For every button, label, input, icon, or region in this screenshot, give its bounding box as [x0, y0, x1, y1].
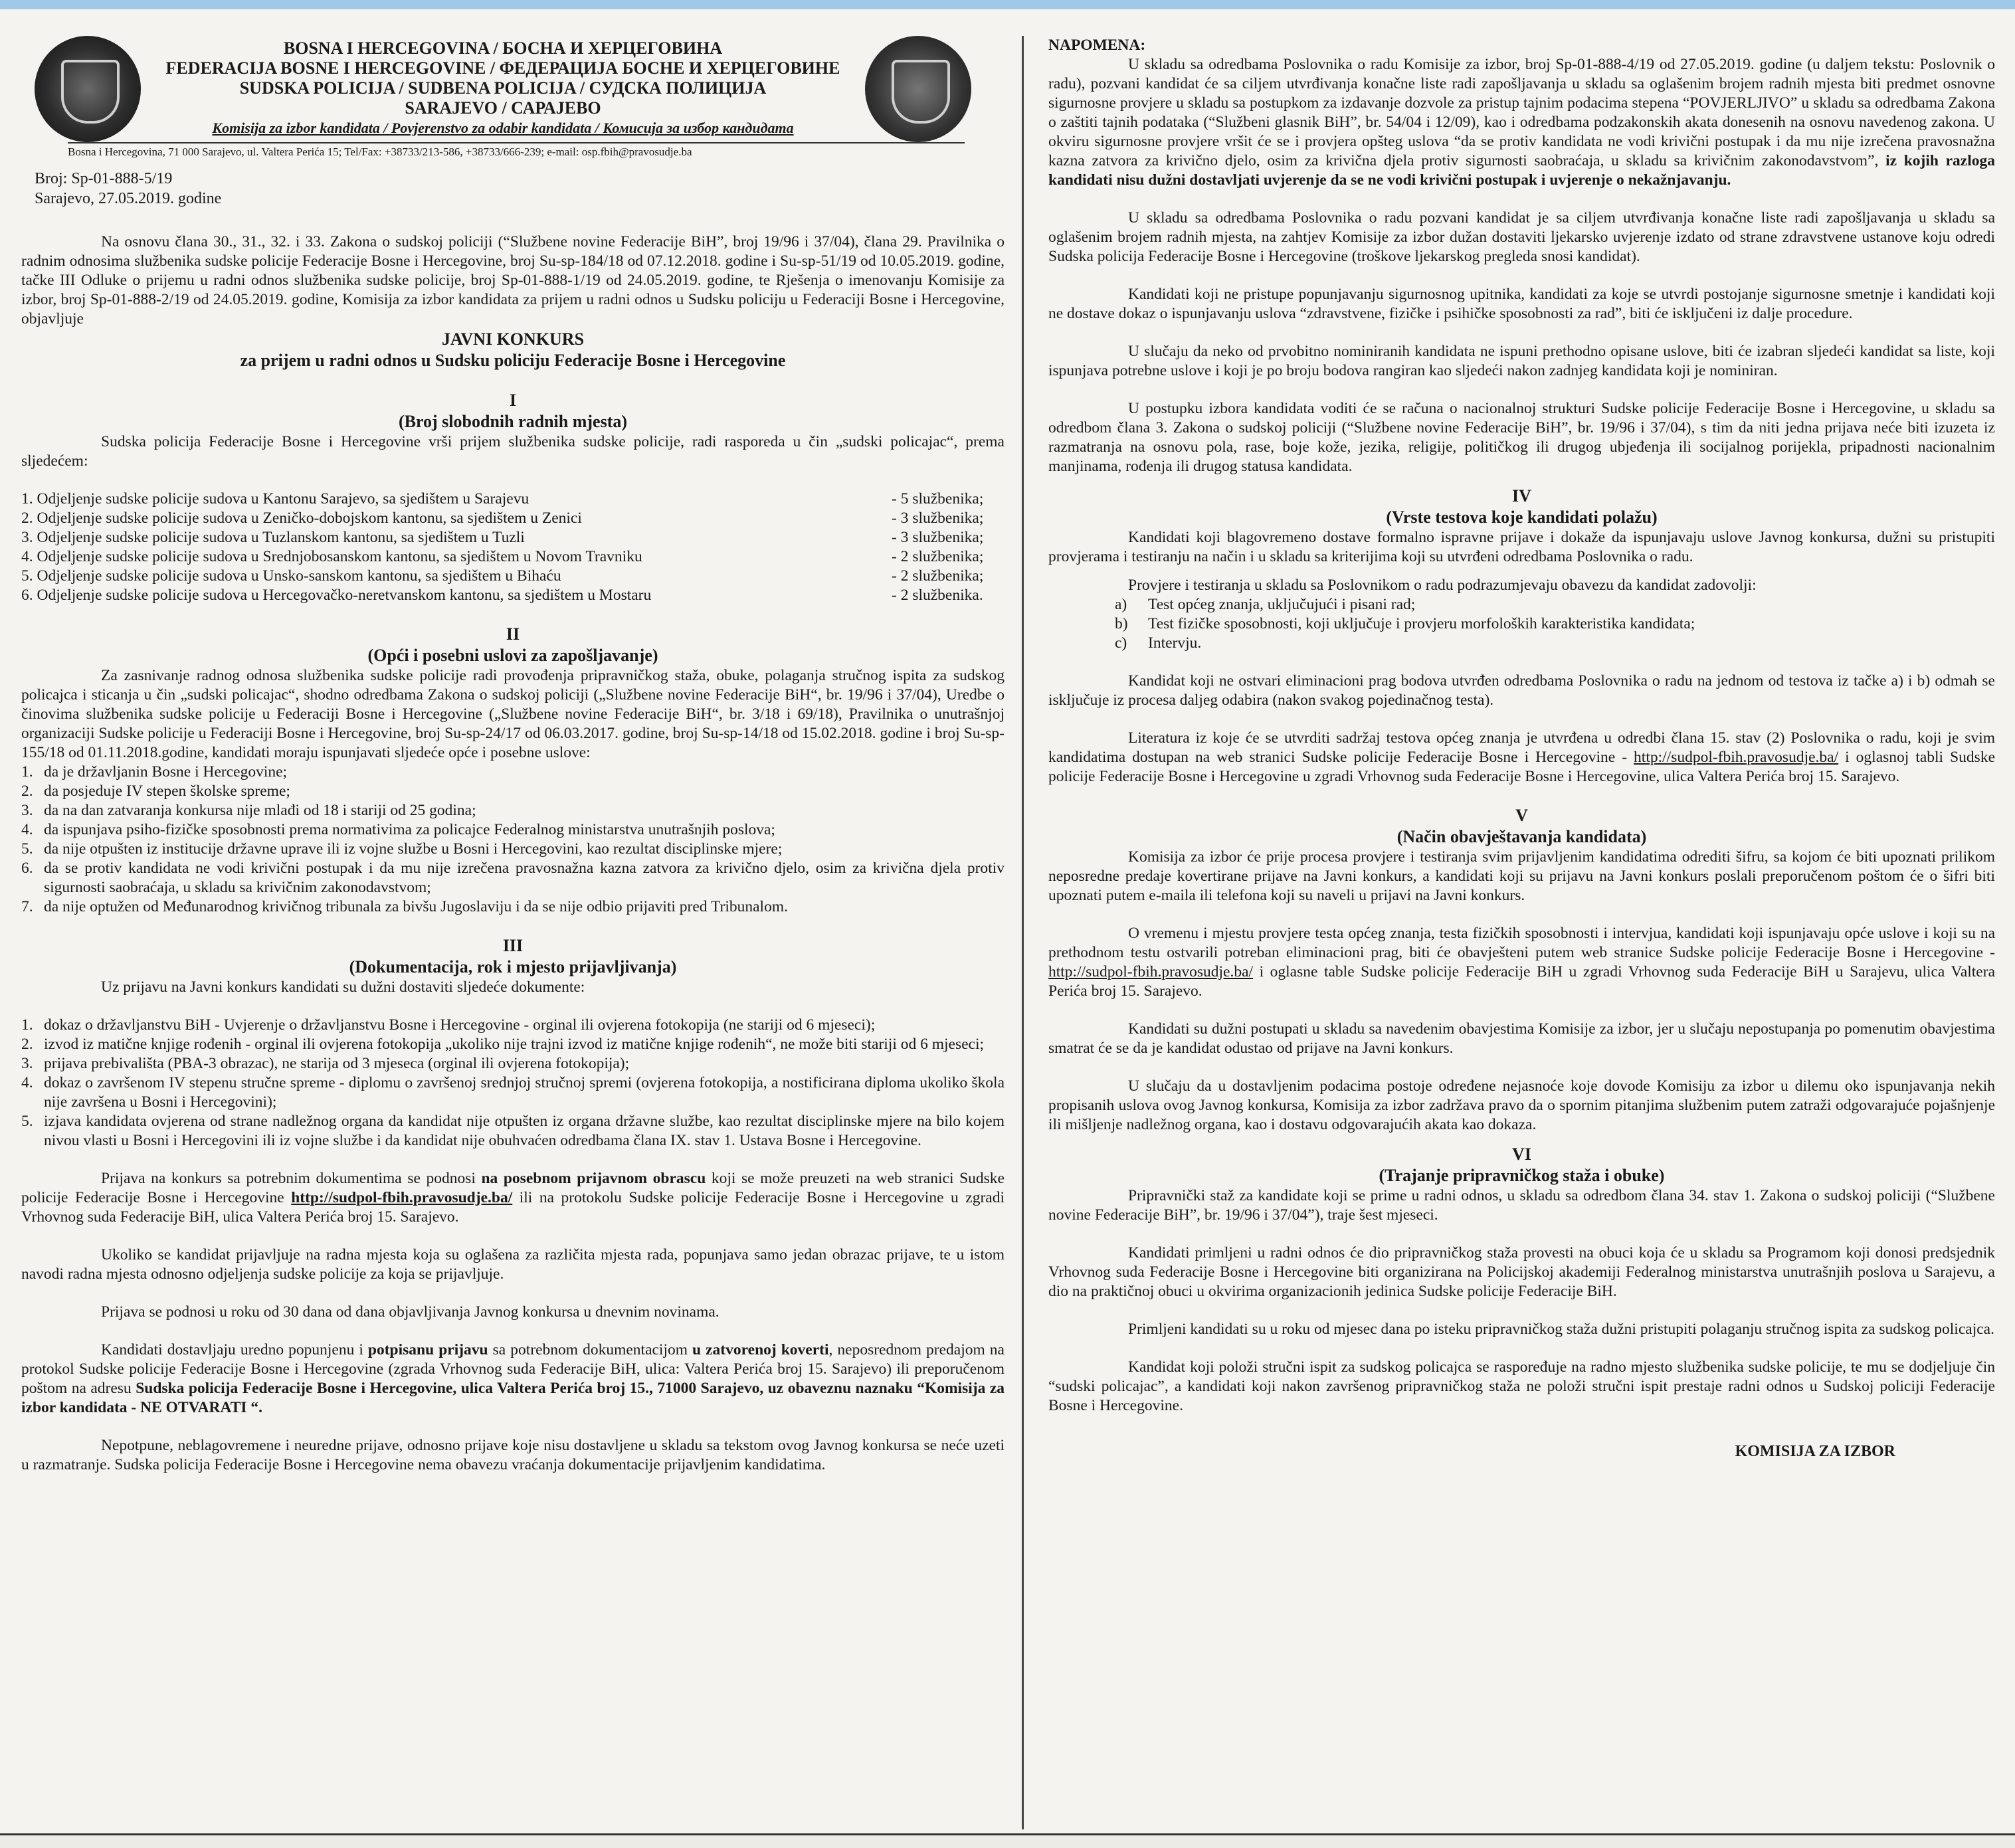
incomplete-applications-paragraph: Nepotpune, neblagovremene i neuredne prijave, odnosno prijave koje nisu dostavljene u skladu sa tekstom ovog Javnog konkursa se neće uzeti u razmatranje. Sudska policija Federacije Bosne i Hercegovine nema obavezu vraćanja dokumentacije prijavljenim kandidatima.: [21, 1437, 1005, 1473]
condition-item: 6. da se protiv kandidata ne vodi krivični postupak i da mu nije izrečena pravosnažna kazna zatvora za krivično djelo, osim za krivična djela protiv sigurnosti saobraćaja, u skladu sa krivičnim zakonodavstvom;: [21, 860, 1005, 896]
section-1-number: I: [509, 391, 517, 410]
note-label: NAPOMENA:: [1048, 37, 1146, 54]
section-5-text: Komisija za izbor će prije procesa provjere i testiranja svim prijavljenim kandidatima odrediti šifru, sa kojom će biti upoznati prilikom neposredne predaje kovertirane prijave na Javni konkurs, a kandidati koji su prijavu na Javni konkurs poslali preporučenom poštom će o šifri biti upoznati putem e-maila ili telefona koji su naveli u prijavi na Javni konkurs.: [1048, 848, 1995, 904]
right-body: [1048, 36, 1995, 1461]
department-item: 5. Odjeljenje sudske policije sudova u Unsko-sanskom kantonu, sa sjedištem u Bihaću - 2 službenika;: [21, 567, 984, 585]
section-5-title: (Način obavještavanja kandidata): [1396, 827, 1647, 846]
application-paragraph: Prijava na konkurs sa potrebnim dokumentima se podnosi na posebnom prijavnom obrascu koji se može preuzeti na web stranici Sudske policije Federacije Bosne i Hercegovine http://sudpol-fbih.pravosudje.ba/ ili na protokolu Sudske policije Federacije Bosne i Hercegovine u zgradi Vrhovnog suda Federacije BiH, ulica Valtera Perića broj 15. Sarajevo.: [21, 1170, 1005, 1226]
department-item: 3. Odjeljenje sudske policije sudova u Tuzlanskom kantonu, sa sjedištem u Tuzli - 3 službenika;: [21, 529, 984, 546]
main-subtitle: za prijem u radni odnos u Sudsku policiju Federacije Bosne i Hercegovine: [240, 351, 786, 370]
header-line5: Komisija za izbor kandidata / Povjerenstvo za odabir kandidata / Комисија за избор кандидата: [212, 120, 794, 136]
department-item: 6. Odjeljenje sudske policije sudova u Hercegovačko-neretvanskom kantonu, sa sjedištem u Mostaru - 2 službenika.: [21, 587, 983, 604]
section-3-text: Uz prijavu na Javni konkurs kandidati su dužni dostaviti sljedeće dokumente:: [101, 978, 585, 996]
document-date: Sarajevo, 27.05.2019. godine: [35, 190, 222, 207]
literature-web-link[interactable]: http://sudpol-fbih.pravosudje.ba/: [1634, 749, 1839, 766]
document-item: 1. dokaz o državljanstvu BiH - Uvjerenje o državljanstvu Bosne i Hercegovine - orginal ili ovjerena fotokopija (ne stariji od 6 mjeseci);: [21, 1016, 876, 1034]
questionnaire-paragraph: Kandidati koji ne pristupe popunjavanju sigurnosnog upitnika, kandidati za koje se utvrdi postojanje sigurnosne smetnje i kandidati koji ne dostave dokaz o ispunjavanju uslova “zdravstvene, fizičke i psihičke sposobnosti za rad”, biti će isključeni iz dalje procedure.: [1048, 286, 1995, 322]
test-item: b) Test fizičke sposobnosti, koji uključuje i provjeru morfoloških karakteristika kandidata;: [1115, 615, 1695, 632]
header-line3: SUDSKA POLICIJA / SUDBENA POLICIJA / СУДСКА ПОЛИЦИЈА: [239, 78, 767, 98]
nominated-paragraph: U slučaju da neko od prvobitno nominiranih kandidata ne ispuni prethodno opisane uslove, biti će izabran sljedeći kandidat sa liste, koji ispunjava potrebne uslove i koji je po broju bodova rangiran kao sljedeći nakon zadnjeg kandidata koji je nominiran.: [1048, 343, 1995, 379]
test-item: a) Test općeg znanja, uključujući i pisani rad;: [1115, 596, 1416, 613]
multiple-positions-paragraph: Ukoliko se kandidat prijavljuje na radna mjesta koja su oglašena za različita mjesta rada, popunjava samo jedan obrazac prijave, te u istom navodi radna mjesta odnosno odjeljenja sudske policije za koja se prijavljuje.: [21, 1246, 1005, 1283]
national-structure-paragraph: U postupku izbora kandidata voditi će se računa o nacionalnoj strukturi Sudske policije Federacije Bosne i Hercegovine, u skladu sa odredbom člana 3. Zakona o sudskoj policiji (“Službene novine Federacije BiH”, br. 19/96 i 37/04), s tim da niti jedna prijava neće biti izuzeta iz razmatranja na osnovu pola, rase, boje kože, jezika, religije, političkog ili drugog ubjeđenja ili socijalnog porijekla, pripadnosti nacionalnim manjinama, rođenja ili drugog statusa kandidata.: [1048, 400, 1995, 475]
tests-list: [1048, 595, 1995, 653]
web-link[interactable]: http://sudpol-fbih.pravosudje.ba/: [291, 1189, 513, 1206]
threshold-paragraph: Kandidat koji ne ostvari eliminacioni prag bodova utvrđen odredbama Poslovnika o radu na jednom od testova iz tačke a) i b) odmah se isključuje iz procesa daljeg odabira (nakon svakog pojedinačnog testa).: [1048, 672, 1995, 709]
section-4-text: Kandidati koji blagovremeno dostave formalno ispravne prijave i dokaže da ispunjavaju uslove Javnog konkursa, dužni su pristupiti provjerama i testiranju na način i u skladu sa kriterijima koji su utvrđeni odredbama Poslovnika o radu.: [1048, 529, 1995, 565]
left-column: [21, 36, 1005, 1475]
document-item: 4. dokaz o završenom IV stepenu stručne spreme - diplomu o završenoj srednjoj stručnoj spremi (ovjerena fotokopija, a nostificirana diploma ukoliko škola nije završena u Bosni i Hercegovini);: [21, 1074, 1005, 1111]
condition-item: 7. da nije optužen od Međunarodnog krivičnog tribunala za bivšu Jugoslaviju i da se nije odbio prijaviti pred Tribunalom.: [21, 898, 788, 915]
section-2-title: (Opći i posebni uslovi za zapošljavanje): [367, 646, 658, 665]
letterhead-text: [154, 39, 852, 138]
final-paragraph: Kandidat koji položi stručni ispit za sudskog policajca se raspoređuje na radno mjesto službenika sudske policije, te mu se dodjeljuje čin “sudski policajac”, a kandidati koji nakon završenog pripravničkog staža ne položi stručni ispit prestaje radni odnos u Sudskoj policiji Federacije Bosne i Hercegovine.: [1048, 1358, 1995, 1414]
documents-list: [21, 1016, 1005, 1151]
coat-of-arms-emblem: [35, 36, 141, 142]
header-line4: SARAJEVO / САРАЈЕВО: [405, 98, 601, 118]
section-2-number: II: [506, 624, 520, 644]
obligations-paragraph: Kandidati su dužni postupati u skladu sa navedenim obavjestima Komisije za izbor, jer u slučaju nepostupanja po pomenutim obavjestima smatrat će se da je kandidat odustao od prijave na Javni konkurs.: [1048, 1020, 1995, 1057]
letterhead: [21, 36, 1005, 162]
condition-item: 4. da ispunjava psiho-fizičke sposobnosti prema normativima za policajce Federalnog ministarstva unutrašnjih poslova;: [21, 821, 775, 838]
header-address: Bosna i Hercegovina, 71 000 Sarajevo, ul. Valtera Perića 15; Tel/Fax: +38733/213-586, +38733/666-239; e-mail: osp.fbih@pravosudje.ba: [68, 142, 965, 159]
test-item: c) Intervju.: [1115, 634, 1202, 652]
section-3-title: (Dokumentacija, rok i mjesto prijavljivanja): [349, 957, 677, 976]
bottom-rule: [0, 1833, 2015, 1835]
literature-paragraph: Literatura iz koje će se utvrditi sadržaj testova općeg znanja je utvrđena u odredbi člana 15. stav (2) Poslovnika o radu, koji je svim kandidatima dostupan na web stranici Sudske policije Federacije Bosne i Hercegovine - http://sudpol-fbih.pravosudje.ba/ i oglasnoj tabli Sudske policije Federacije Bosne i Hercegovine u zgradi Vrhovnog suda Federacije Bosne i Hercegovine, ulica Valtera Perića broj 15. Sarajevo.: [1048, 729, 1995, 785]
section-3-number: III: [502, 936, 524, 955]
condition-item: 3. da na dan zatvaranja konkursa nije mlađi od 18 i stariji od 25 godina;: [21, 802, 476, 819]
section-2-text: Za zasnivanje radnog odnosa službenika sudske policije radi provođenja pripravničkog staža, obuke, polaganja stručnog ispita za sudskog policajca i sticanja u čin „sudski policajac“, shodno odredbama Zakona o sudskoj policiji („Službene novine Federacije BiH“, br. 19/96 i 37/04), Uredbe o činovima službenika sudske policije u Federaciji Bosne i Hercegovine („Službene novine Federacije BiH“, br. 3/18 i 69/18), Pravilnika o unutrašnjoj organizaciji Sudske policije u Federaciji Bosne i Hercegovine, broj Su-sp-24/17 od 06.03.2017. godine, broj Su-sp-14/18 od 15.02.2018. godine i broj Su-sp-155/18 od 01.11.2018.godine, kandidati moraju ispunjavati sljedeće opće i posebne uslove:: [21, 667, 1005, 761]
document-item: 3. prijava prebivališta (PBA-3 obrazac), ne starija od 3 mjeseca (orginal ili ovjerena fotokopija);: [21, 1055, 630, 1072]
section-1-text: Sudska policija Federacije Bosne i Hercegovine vrši prijem službenika sudske policije, radi rasporeda u čin „sudski policajac“, prema sljedećem:: [21, 433, 1005, 470]
medical-paragraph: U skladu sa odredbama Poslovnika o radu pozvani kandidat je sa ciljem utvrđivanja konačne liste radi zapošljavanja u skladu sa oglašenim brojem radnih mjesta, na zahtjev Komisije za izbor dužan dostaviti ljekarsko uvjerenje izdato od strane zdravstvene ustanove koju odredi Sudska policija Federacije Bosne i Hercegovine (troškove ljekarskog pregleda snosi kandidat).: [1048, 209, 1995, 265]
signature: KOMISIJA ZA IZBOR: [1735, 1443, 1895, 1460]
top-color-strip: [0, 0, 2015, 9]
section-4-title: (Vrste testova koje kandidati polažu): [1386, 508, 1658, 527]
section-5-number: V: [1515, 806, 1528, 825]
ambiguity-paragraph: U slučaju da u dostavljenim podacima postoje određene nejasnoće koje dovode Komisiju za izbor u dilemu oko ispunjavanja nekih propisanih uslova ovog Javnog konkursa, Komisija za izbor zadržava pravo da o spornim pitanjima službenim putem zatraži odgovarajuće pojašnjenje ili mišljenje nadležnog organa, kao i dostavu odgovarajućih akata kao dokaza.: [1048, 1077, 1995, 1133]
section-4-text2: Provjere i testiranja u skladu sa Poslovnikom o radu podrazumjevaju obavezu da kandidat zadovolji:: [1128, 577, 1757, 594]
condition-item: 2. da posjeduje IV stepen školske spreme;: [21, 783, 290, 800]
department-item: 4. Odjeljenje sudske policije sudova u Srednjobosanskom kantonu, sa sjedištem u Novom Travniku - 2 službenika;: [21, 548, 984, 565]
section-1-title: (Broj slobodnih radnih mjesta): [398, 412, 628, 431]
right-column: [1048, 36, 1995, 1461]
section-6-text: Pripravnički staž za kandidate koji se prime u radni odnos, u skladu sa odredbom člana 34. stav 1. Zakona o sudskoj policiji (“Službene novine Federacije BiH”, br. 19/96 i 37/04”), traje šest mjeseci.: [1048, 1187, 1995, 1224]
exam-paragraph: Primljeni kandidati su u roku od mjesec dana po isteku pripravničkog staža dužni pristupiti polaganju stručnog ispita za sudskog policajca.: [1128, 1321, 1994, 1338]
column-divider: [1022, 36, 1024, 1829]
document-item: 5. izjava kandidata ovjerena od strane nadležnog organa da kandidat nije otpušten iz organa državne službe, kao rezultat disciplinske mjere na bilo kojem nivou vlasti u Bosni i Hercegovini ili iz vojne službe i da kandidat nije obuhvaćen odredbama člana IX. stav 1. Ustava Bosne i Hercegovine.: [21, 1113, 1005, 1149]
left-body: [21, 232, 1005, 1475]
document-meta: [35, 169, 1005, 209]
notice-web-link[interactable]: http://sudpol-fbih.pravosudje.ba/: [1048, 963, 1254, 980]
training-paragraph: Kandidati primljeni u radni odnos će dio pripravničkog staža provesti na obuci koja će u skladu sa Programom koji donosi predsjednik Vrhovnog suda Federacije Bosne i Hercegovine biti organizirana na Policijskoj akademiji Federalnog ministarstva unutrašnjih poslova u Sarajevu, a dio na praktičnoj obuci u okvirima organizacionih jedinica Sudske policije Federacije BiH.: [1048, 1244, 1995, 1300]
condition-item: 1. da je državljanin Bosne i Hercegovine;: [21, 763, 288, 781]
main-title: JAVNI KONKURS: [441, 329, 585, 349]
department-item: 1. Odjeljenje sudske policije sudova u Kantonu Sarajevo, sa sjedištem u Sarajevu - 5 službenika;: [21, 490, 984, 508]
section-4-number: IV: [1512, 486, 1531, 506]
condition-item: 5. da nije otpušten iz institucije državne uprave ili iz vojne službe u Bosni i Hercegovini, kao rezultat disciplinske mjere;: [21, 840, 783, 858]
submission-paragraph: Kandidati dostavljaju uredno popunjenu i potpisanu prijavu sa potrebnom dokumentacijom u zatvorenoj koverti, neposrednom predajom na protokol Sudske policije Federacije Bosne i Hercegovine (zgrada Vrhovnog suda Federacije BiH, ulica: Valtera Perića broj 15. Sarajevo) ili preporučenom poštom na adresu Sudska policija Federacije Bosne i Hercegovine, ulica Valtera Perića broj 15., 71000 Sarajevo, uz obaveznu naznaku “Komisija za izbor kandidata - NE OTVARATI “.: [21, 1341, 1005, 1416]
header-line1: BOSNA I HERCEGOVINA / БОСНА И ХЕРЦЕГОВИНА: [283, 39, 723, 58]
conditions-list: [21, 763, 1005, 917]
note-paragraph: U skladu sa odredbama Poslovnika o radu Komisije za izbor, broj Sp-01-888-4/19 od 27.05.2019. godine (u daljem tekstu: Poslovnik o radu), pozvani kandidat će sa ciljem utvrđivanja konačne liste radi zapošljavanja u skladu sa oglašenim brojem radnih mjesta biti predmet osnovne sigurnosne provjere u skladu sa postupkom za izdavanje dozvole za pristup tajnim podacima stepena “POVJERLJIVO” u skladu sa odredbama Zakona o zaštiti tajnih podataka (“Službeni glasnik BiH”, br. 54/04 i 12/09), kao i odredbama podzakonskih akata donesenih na osnovu navedenog zakona. U okviru sigurnosne provjere vršit će se i provjera opšteg uslova “da se protiv kandidata ne vodi krivični postupak i da mu nije izrečena pravosnažna kazna zatvora za krivično djelo, osim za krivična djela protiv sigurnosti saobraćaja, u skladu sa krivičnim zakonodavstvom”, iz kojih razloga kandidati nisu dužni dostavljati uvjerenje da se ne vodi krivični postupak i uvjerenje o nekažnjavanju.: [1048, 56, 1996, 189]
newspaper-page: [0, 9, 2015, 1836]
court-police-emblem: [865, 36, 971, 142]
testing-time-paragraph: O vremenu i mjestu provjere testa općeg znanja, testa fizičkih sposobnosti i intervjua, kandidati koji ispunjavaju opće uslove i koji su na prethodnom testu ostvarili potreban eliminacioni prag, biti će obavješteni putem web stranice Sudske policije Federacije Bosne i Hercegovine - http://sudpol-fbih.pravosudje.ba/ i oglasne table Sudske policije Federacije BiH u zgradi Vrhovnog suda Federacije BiH u Sarajevu, ulica Valtera Perića broj 15. Sarajevo.: [1048, 925, 1995, 1000]
section-6-title: (Trajanje pripravničkog staža i obuke): [1379, 1166, 1665, 1185]
department-list: [21, 490, 1005, 605]
header-line2: FEDERACIJA BOSNE I HERCEGOVINE / ФЕДЕРАЦИЈА БОСНЕ И ХЕРЦЕГОВИНЕ: [165, 58, 840, 78]
intro-paragraph: Na osnovu člana 30., 31., 32. i 33. Zakona o sudskoj policiji (“Službene novine Federacije BiH”, broj 19/96 i 37/04), člana 29. Pravilnika o radnim odnosima službenika sudske policije Federacije Bosne i Hercegovine, broj Su-sp-184/18 od 07.12.2018. godine i Su-sp-51/19 od 10.05.2019. godine, tačke III Odluke o prijemu u radni odnos službenika sudske policije, broj Sp-01-888-1/19 od 24.05.2019. godine, te Rješenja o imenovanju Komisije za izbor, broj Sp-01-888-2/19 od 24.05.2019. godine, Komisija za izbor kandidata za prijem u radni odnos u Sudsku policiju u Federaciji Bosne i Hercegovine, objavljuje: [21, 233, 1005, 327]
document-item: 2. izvod iz matične knjige rođenih - orginal ili ovjerena fotokopija „ukoliko nije trajni izvod iz matične knjige rođenih“, ne može biti stariji od 6 mjeseci;: [21, 1036, 985, 1053]
deadline-paragraph: Prijava se podnosi u roku od 30 dana od dana objavljivanja Javnog konkursa u dnevnim novinama.: [101, 1303, 720, 1321]
section-6-number: VI: [1512, 1145, 1531, 1164]
document-number: Broj: Sp-01-888-5/19: [35, 170, 173, 187]
department-item: 2. Odjeljenje sudske policije sudova u Zeničko-dobojskom kantonu, sa sjedištem u Zenici - 3 službenika;: [21, 509, 984, 527]
